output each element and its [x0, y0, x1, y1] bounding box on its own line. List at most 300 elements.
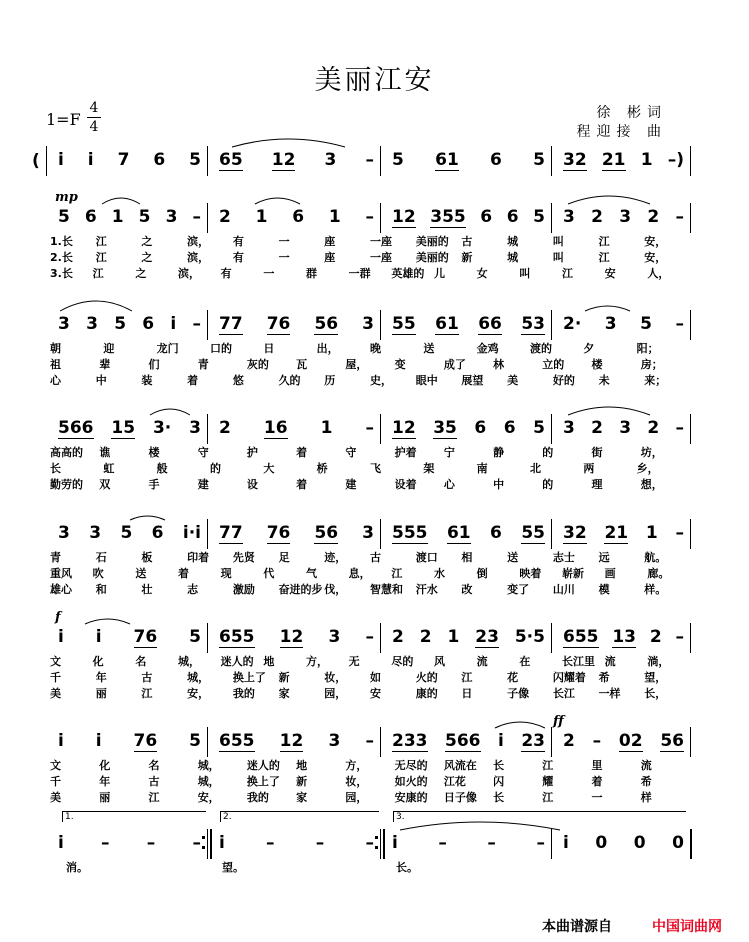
lyric-syllable: 叫 — [519, 267, 531, 280]
lyric-syllable: 安康的 — [394, 791, 428, 804]
note-group: 61 — [435, 314, 459, 334]
note-group: 2 — [591, 207, 603, 227]
note-group: 1 — [111, 207, 124, 227]
lyric-syllable: 长 — [493, 759, 505, 772]
note-group: i — [498, 731, 504, 751]
note-group: 56 — [314, 314, 339, 334]
note-group: i — [58, 150, 64, 170]
lyric-syllable: 祖 — [50, 358, 61, 371]
note-group: – — [365, 833, 374, 853]
note-group: 5 — [114, 314, 127, 334]
lyric-syllable: 伐， — [324, 583, 347, 596]
note-group: 3 — [328, 731, 341, 751]
note-group: 6 — [490, 150, 502, 170]
lyric-syllable: 古 — [141, 671, 153, 684]
lyric-syllable: 桥 — [316, 462, 328, 475]
note-group: 76 — [133, 627, 158, 647]
note-group: 655 — [219, 627, 255, 647]
lyric-syllable: 送 — [423, 342, 435, 355]
lyric-syllable: 江 — [542, 759, 554, 772]
lyric-syllable: 流 — [640, 759, 652, 772]
lyric-syllable: 文 — [50, 759, 61, 772]
note-group: i — [58, 731, 64, 751]
lyric-syllable: 尽的 — [391, 655, 414, 668]
lyric-syllable: 日子像 — [443, 791, 477, 804]
lyric-syllable: 地 — [296, 759, 308, 772]
note-group: – — [192, 833, 201, 853]
note-group: 2 — [591, 418, 603, 438]
lyric-syllable: 无尽的 — [394, 759, 428, 772]
lyric-syllable: 闪耀着 — [552, 671, 586, 684]
lyric-syllable: 江 — [92, 267, 104, 280]
note-group: 77 — [219, 314, 243, 334]
lyric-syllable: 建 — [197, 478, 209, 491]
note-group: 0 — [633, 833, 646, 853]
lyric-syllable: 着 — [178, 567, 189, 580]
lyric-syllable: 古 — [461, 235, 473, 248]
lyric-syllable: 手 — [148, 478, 160, 491]
lyric-syllable: 一 — [263, 267, 275, 280]
lyric-syllable: 之 — [141, 235, 153, 248]
lyric-syllable: 美丽的 — [415, 235, 449, 248]
slur-arc — [400, 822, 560, 830]
lyric-syllable: 2.长 — [50, 251, 73, 264]
lyric-syllable: 着 — [187, 374, 199, 387]
lyric-syllable: 渡的 — [530, 342, 552, 355]
note-group: – — [365, 150, 374, 170]
note-group: – — [146, 833, 156, 853]
note-group: 566 — [445, 731, 481, 751]
lyric-syllable: 文 — [50, 655, 61, 668]
note-group: 5 — [189, 150, 201, 170]
lyric-syllable: 未 — [598, 374, 610, 387]
note-group: 1 — [645, 523, 658, 543]
lyric-syllable: 出， — [316, 342, 339, 355]
lyric-syllable: 房； — [640, 358, 663, 371]
lyric-syllable: 妆， — [345, 775, 368, 788]
lyric-syllable: 人， — [647, 267, 670, 280]
lyric-syllable: 展望 — [461, 374, 484, 387]
note-group: – — [675, 314, 684, 334]
lyric-syllable: 一 — [591, 791, 603, 804]
lyric-syllable: 之 — [141, 251, 153, 264]
note-group: i — [392, 833, 398, 853]
lyric-syllable: 江 — [542, 791, 554, 804]
lyric-syllable: 园， — [324, 687, 347, 700]
lyric-syllable: 江 — [598, 235, 610, 248]
note-group: 0 — [595, 833, 608, 853]
note-group: 3 — [324, 150, 337, 170]
lyric-syllable: 两 — [583, 462, 595, 475]
note-group: 2 — [649, 627, 662, 647]
lyric-syllable: 我的 — [246, 791, 269, 804]
lyric-syllable: 史， — [370, 374, 392, 387]
lyric-syllable: 年 — [99, 775, 111, 788]
note-group: 2 — [219, 207, 231, 227]
lyric-syllable: 火的 — [415, 671, 438, 684]
lyric-syllable: 雄心 — [50, 583, 72, 596]
lyric-syllable: 壮 — [141, 583, 153, 596]
note-group: 23 — [475, 627, 499, 647]
note-group: 1 — [328, 207, 341, 227]
lyric-syllable: 一座 — [370, 251, 392, 264]
lyric-syllable: 园， — [345, 791, 368, 804]
lyric-syllable: 如 — [370, 671, 381, 684]
lyric-syllable: 高高的 — [50, 446, 83, 459]
note-group: 55 — [521, 523, 545, 543]
lyric-syllable: 想， — [640, 478, 663, 491]
lyric-syllable: 送 — [507, 551, 519, 564]
lyric-syllable: 长 — [493, 791, 505, 804]
lyric-syllable: 瓦 — [296, 358, 308, 371]
note-group: 6 — [490, 523, 502, 543]
note-group: 3 — [58, 523, 70, 543]
lyric-syllable: 希 — [640, 775, 652, 788]
note-group: 61 — [435, 150, 459, 170]
note-group: 3 — [604, 314, 617, 334]
lyric-syllable: 夕 — [583, 342, 595, 355]
lyric-syllable: 坊， — [640, 446, 663, 459]
lyric-syllable: 双 — [99, 478, 111, 491]
note-group: – — [365, 731, 374, 751]
lyric-syllable: 群 — [306, 267, 317, 280]
lyric-syllable: 送 — [135, 567, 147, 580]
lyric-syllable: 长江 — [552, 687, 575, 700]
lyric-syllable: 江 — [148, 791, 160, 804]
lyric-syllable: 辈 — [99, 358, 111, 371]
lyric-syllable: 城 — [507, 235, 519, 248]
dynamic-marking: mp — [55, 190, 78, 205]
note-group: 5 — [533, 418, 545, 438]
note-group: 61 — [446, 523, 471, 543]
lyric-syllable: 历 — [324, 374, 336, 387]
lyric-syllable: 模 — [598, 583, 610, 596]
note-group: 6 — [503, 418, 516, 438]
note-group: 6 — [84, 207, 97, 227]
lyric-syllable: 美 — [50, 791, 61, 804]
note-group: 2 — [563, 731, 575, 751]
lyric-syllable: 吹 — [92, 567, 104, 580]
lyric-syllable: 奋进的步 — [278, 583, 323, 596]
note-group: 55 — [392, 314, 416, 334]
lyric-syllable: 一 — [278, 235, 290, 248]
note-group: 555 — [392, 523, 428, 543]
lyric-syllable: 城， — [178, 655, 200, 668]
lyric-syllable: 着 — [591, 775, 603, 788]
note-group: 5 — [533, 150, 545, 170]
lyric-syllable: 迹， — [324, 551, 347, 564]
lyric-syllable: 无 — [348, 655, 360, 668]
lyric-syllable: 长。 — [396, 861, 418, 874]
note-group: i — [563, 833, 569, 853]
lyric-syllable: 江 — [461, 671, 473, 684]
lyric-syllable: 江 — [95, 251, 107, 264]
volta-number: 1. — [65, 812, 74, 822]
lyric-syllable: 望。 — [222, 861, 244, 874]
note-group: 233 — [392, 731, 428, 751]
note-group: i — [170, 314, 177, 334]
open-parenthesis: ( — [32, 151, 40, 171]
lyric-syllable: 街 — [591, 446, 603, 459]
note-group: i·i — [182, 523, 201, 543]
lyric-syllable: 志士 — [552, 551, 575, 564]
lyric-syllable: 新 — [296, 775, 308, 788]
lyric-syllable: 风 — [434, 655, 445, 668]
lyric-syllable: 丽 — [99, 791, 111, 804]
lyric-syllable: 风流在 — [443, 759, 477, 772]
lyric-syllable: 有 — [232, 235, 244, 248]
note-group: 5 — [58, 207, 70, 227]
lyric-syllable: 望， — [644, 671, 667, 684]
lyric-syllable: 消。 — [66, 861, 88, 874]
note-group: 12 — [271, 150, 296, 170]
note-group: – — [592, 731, 602, 751]
note-group: 3 — [189, 418, 201, 438]
lyric-syllable: 大 — [263, 462, 275, 475]
lyric-syllable: 儿 — [434, 267, 445, 280]
lyric-syllable: 流 — [604, 655, 616, 668]
note-group: i — [58, 833, 64, 853]
lyric-syllable: 江花 — [443, 775, 466, 788]
volta-number: 3. — [396, 812, 405, 822]
lyric-syllable: 航。 — [644, 551, 667, 564]
note-group: 56 — [314, 523, 339, 543]
lyric-syllable: 北 — [530, 462, 541, 475]
note-group: – — [675, 627, 684, 647]
note-group: 1 — [640, 150, 653, 170]
note-group: 566 — [58, 418, 94, 438]
lyric-syllable: 倒 — [476, 567, 488, 580]
lyric-syllable: 龙门 — [156, 342, 179, 355]
lyric-syllable: 闪 — [493, 775, 505, 788]
lyric-syllable: 心 — [50, 374, 61, 387]
lyric-syllable: 石 — [95, 551, 107, 564]
lyric-syllable: 叫 — [552, 235, 564, 248]
note-group: 3 — [89, 523, 102, 543]
lyric-syllable: 江 — [95, 235, 107, 248]
lyric-syllable: 名 — [148, 759, 160, 772]
lyric-syllable: 安， — [187, 687, 210, 700]
note-group: 655 — [563, 627, 599, 647]
lyric-syllable: 设 — [246, 478, 258, 491]
lyric-syllable: 理 — [591, 478, 603, 491]
lyric-syllable: 建 — [345, 478, 357, 491]
lyric-syllable: 滨， — [187, 251, 210, 264]
lyric-syllable: 激励 — [232, 583, 255, 596]
lyric-syllable: 朝 — [50, 342, 61, 355]
lyric-syllable: 方， — [345, 759, 368, 772]
lyric-syllable: 青 — [197, 358, 209, 371]
lyric-syllable: 长， — [644, 687, 667, 700]
note-group: 7 — [117, 150, 130, 170]
note-group: 2 — [419, 627, 432, 647]
note-group: 65 — [219, 150, 243, 170]
lyric-syllable: 来； — [644, 374, 667, 387]
note-group: 12 — [392, 418, 416, 438]
lyric-syllable: 乡， — [636, 462, 659, 475]
lyric-syllable: 江 — [598, 251, 610, 264]
lyric-syllable: 崭新 — [562, 567, 584, 580]
note-group: 3· — [152, 418, 172, 438]
lyric-syllable: 江 — [141, 687, 153, 700]
note-group: 3 — [165, 207, 178, 227]
lyric-syllable: 息， — [348, 567, 371, 580]
note-group: 76 — [133, 731, 158, 751]
note-group: 3 — [86, 314, 98, 334]
lyric-syllable: 女 — [476, 267, 488, 280]
note-group: 6 — [151, 523, 164, 543]
lyric-syllable: 安 — [370, 687, 381, 700]
lyric-syllable: 丽 — [95, 687, 107, 700]
note-group: 5·5 — [514, 627, 545, 647]
note-group: i — [95, 627, 102, 647]
lyric-syllable: 志 — [187, 583, 199, 596]
note-group: 3 — [362, 523, 374, 543]
lyric-syllable: 城， — [197, 775, 220, 788]
lyric-syllable: 的 — [542, 478, 554, 491]
lyric-syllable: 改 — [461, 583, 473, 596]
lyric-syllable: 长 — [50, 462, 61, 475]
lyric-syllable: 一 — [278, 251, 290, 264]
lyric-syllable: 一群 — [348, 267, 371, 280]
lyric-syllable: 我的 — [232, 687, 255, 700]
lyric-syllable: 美 — [50, 687, 61, 700]
lyric-syllable: 城， — [197, 759, 220, 772]
lyric-syllable: 虹 — [103, 462, 115, 475]
lyric-syllable: 装 — [141, 374, 153, 387]
note-group: 5 — [640, 314, 652, 334]
note-group: 6 — [142, 314, 155, 334]
note-group: 12 — [279, 731, 304, 751]
lyric-syllable: 古 — [370, 551, 381, 564]
lyric-syllable: 渡口 — [415, 551, 438, 564]
note-group: 02 — [618, 731, 643, 751]
lyric-syllable: 样 — [640, 791, 652, 804]
key-signature: 1=F — [46, 110, 81, 129]
lyric-syllable: 迎 — [103, 342, 115, 355]
site-link[interactable]: 中国词曲网 — [652, 919, 722, 935]
lyric-syllable: 飞 — [370, 462, 381, 475]
note-group: i — [95, 731, 102, 751]
lyric-syllable: 代 — [263, 567, 275, 580]
lyric-syllable: 迷人的 — [246, 759, 280, 772]
lyric-syllable: 着 — [296, 446, 308, 459]
lyric-syllable: 足 — [278, 551, 290, 564]
note-group: i — [58, 627, 64, 647]
note-group: 16 — [263, 418, 288, 438]
lyric-syllable: 智慧和 — [370, 583, 403, 596]
lyric-syllable: 画 — [604, 567, 616, 580]
lyric-syllable: 年 — [95, 671, 107, 684]
lyric-syllable: 美 — [507, 374, 519, 387]
lyric-syllable: 有 — [220, 267, 232, 280]
note-group: – — [438, 833, 447, 853]
note-group: – — [487, 833, 496, 853]
lyric-syllable: 妆， — [324, 671, 347, 684]
lyric-syllable: 楼 — [591, 358, 603, 371]
note-group: 6 — [474, 418, 487, 438]
note-group: i — [87, 150, 94, 170]
lyric-syllable: 眼中 — [415, 374, 438, 387]
lyric-syllable: 美丽的 — [415, 251, 449, 264]
lyric-syllable: 金鸡 — [476, 342, 499, 355]
lyric-syllable: 之 — [135, 267, 147, 280]
note-group: 0 — [672, 833, 684, 853]
note-group: 5 — [533, 207, 545, 227]
note-group: – — [675, 418, 684, 438]
lyric-syllable: 中 — [493, 478, 505, 491]
lyric-syllable: 南 — [476, 462, 488, 475]
note-group: 12 — [392, 207, 416, 227]
lyric-syllable: 耀 — [542, 775, 554, 788]
note-group: 2 — [647, 418, 660, 438]
note-group: 3 — [362, 314, 374, 334]
lyric-syllable: 换上了 — [232, 671, 266, 684]
note-group: 53 — [521, 314, 545, 334]
note-group: 5 — [189, 627, 201, 647]
lyric-syllable: 化 — [92, 655, 104, 668]
note-group: 66 — [478, 314, 502, 334]
lyric-syllable: 流 — [476, 655, 488, 668]
note-group: 2· — [563, 314, 582, 334]
lyric-syllable: 古 — [148, 775, 160, 788]
lyric-syllable: 般 — [156, 462, 168, 475]
lyric-syllable: 先贤 — [232, 551, 255, 564]
lyric-syllable: 久的 — [278, 374, 301, 387]
lyric-syllable: 立的 — [542, 358, 565, 371]
note-group: 5 — [120, 523, 133, 543]
note-group: 2 — [219, 418, 231, 438]
lyric-syllable: 一样 — [598, 687, 621, 700]
lyric-syllable: 印着 — [187, 551, 210, 564]
note-group: 3 — [58, 314, 70, 334]
lyric-syllable: 如火的 — [394, 775, 428, 788]
note-group: 6 — [480, 207, 493, 227]
lyric-syllable: 变 — [394, 358, 406, 371]
note-group: 5 — [392, 150, 404, 170]
dynamic-marking: f — [55, 610, 61, 625]
note-group: 15 — [111, 418, 136, 438]
lyric-syllable: 护 — [246, 446, 258, 459]
note-group: – — [365, 207, 374, 227]
lyricist-credit: 徐 彬词 — [596, 105, 667, 121]
note-group: – — [365, 627, 374, 647]
lyric-syllable: 悠 — [232, 374, 244, 387]
lyric-syllable: 中 — [95, 374, 107, 387]
note-group: 6 — [506, 207, 519, 227]
note-group: 13 — [612, 627, 636, 647]
note-group: 76 — [266, 523, 291, 543]
note-group: 32 — [563, 523, 587, 543]
lyric-syllable: 一座 — [370, 235, 392, 248]
lyric-syllable: 的 — [542, 446, 554, 459]
lyric-syllable: 滨， — [178, 267, 200, 280]
note-group: 12 — [279, 627, 304, 647]
lyric-syllable: 着 — [296, 478, 308, 491]
lyric-syllable: 林 — [493, 358, 505, 371]
note-group: – — [675, 207, 684, 227]
note-group: 23 — [521, 731, 545, 751]
lyric-syllable: 名 — [135, 655, 147, 668]
lyric-syllable: 淌， — [647, 655, 670, 668]
note-group: 3 — [328, 627, 341, 647]
lyric-syllable: 长江里 — [562, 655, 595, 668]
note-group: 32 — [563, 150, 587, 170]
lyric-syllable: 滨， — [187, 235, 210, 248]
lyric-syllable: 里 — [591, 759, 603, 772]
lyric-syllable: 叫 — [552, 251, 564, 264]
lyric-syllable: 康的 — [415, 687, 438, 700]
